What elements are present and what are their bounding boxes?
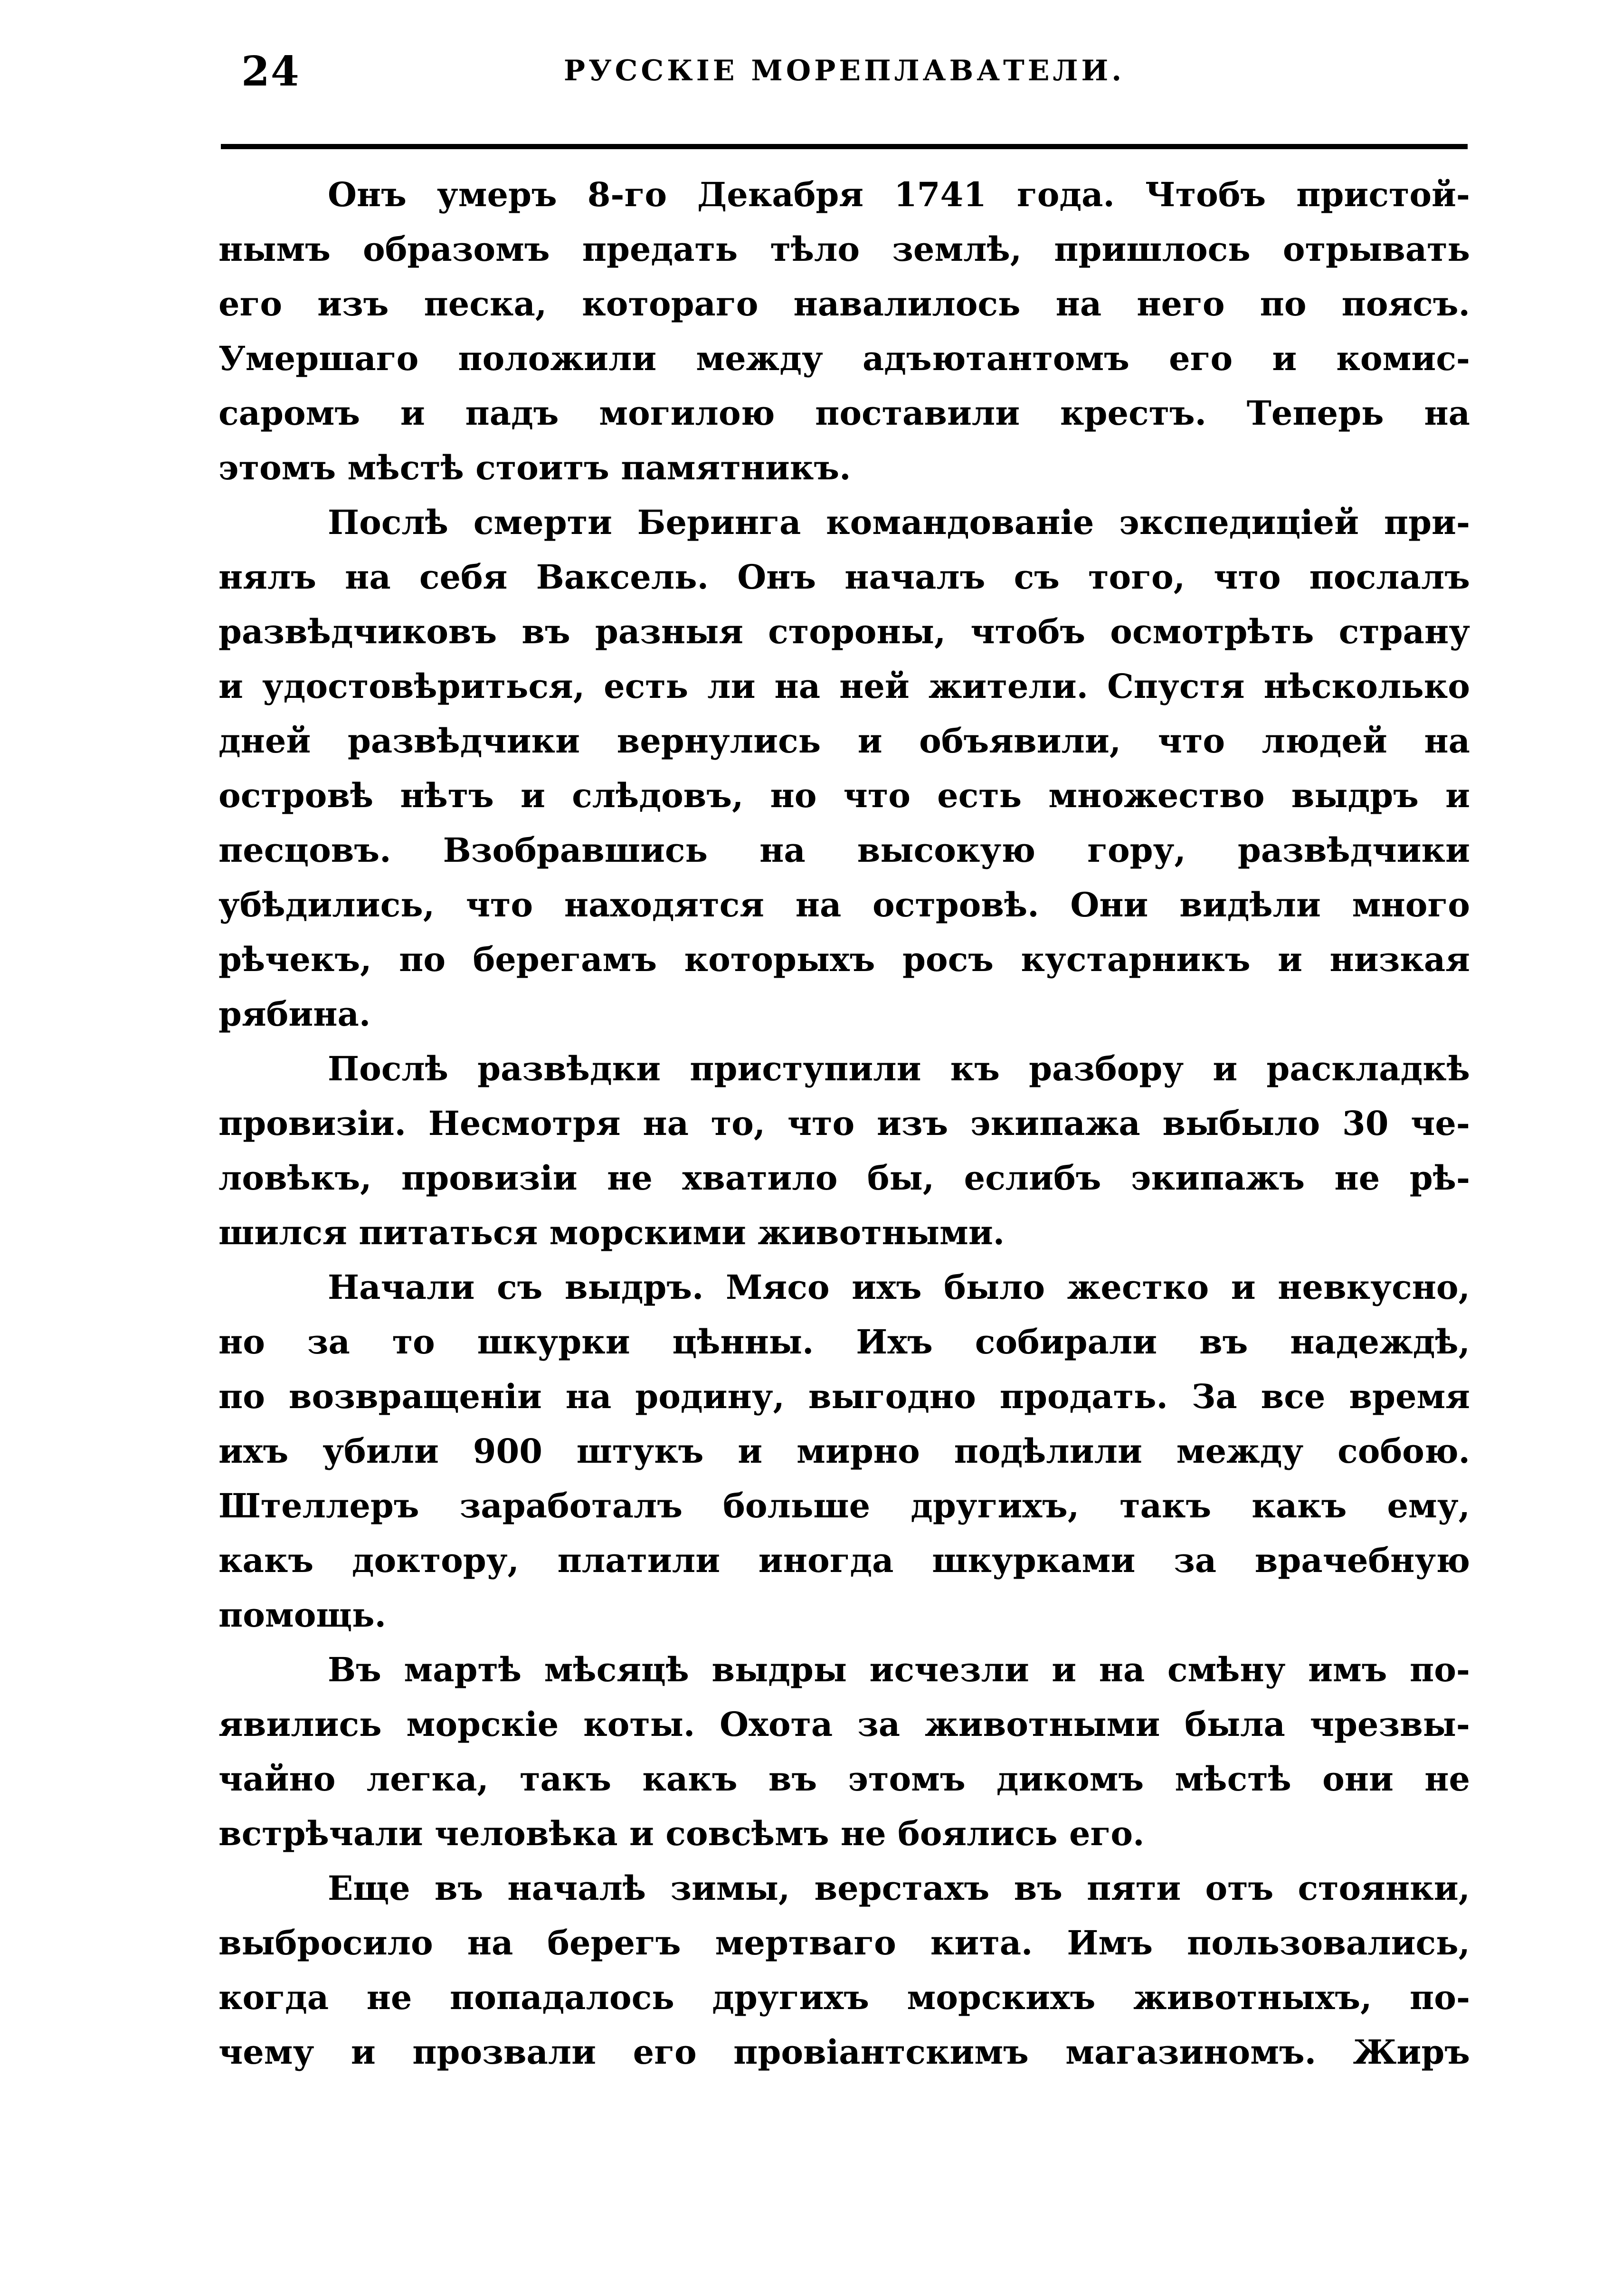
text-line: ихъ убили 900 штукъ и мирно подѣлили между собою. <box>218 1431 1470 1471</box>
text-line: Послѣ смерти Беринга командованіе экспедиціей при- <box>328 503 1470 542</box>
text-line: явились морскіе коты. Охота за животными была чрезвы- <box>218 1705 1470 1744</box>
text-line: Послѣ развѣдки приступили къ разбору и раскладкѣ <box>328 1049 1470 1088</box>
header-rule <box>221 144 1468 149</box>
text-line: помощь. <box>218 1595 387 1635</box>
text-line: островѣ нѣтъ и слѣдовъ, но что есть множество выдръ и <box>218 776 1470 815</box>
text-line: рѣчекъ, по берегамъ которыхъ росъ кустарникъ и низкая <box>218 940 1470 979</box>
text-line: когда не попадалось другихъ морскихъ животныхъ, по- <box>218 1978 1470 2017</box>
text-line: и удостовѣриться, есть ли на ней жители. Спустя нѣсколько <box>218 667 1470 706</box>
text-line: Еще въ началѣ зимы, верстахъ въ пяти отъ стоянки, <box>328 1868 1470 1908</box>
text-line: Начали съ выдръ. Мясо ихъ было жестко и невкусно, <box>328 1267 1470 1307</box>
text-line: его изъ песка, котораго навалилось на него по поясъ. <box>218 284 1470 324</box>
text-line: но за то шкурки цѣнны. Ихъ собирали въ надеждѣ, <box>218 1322 1470 1362</box>
text-line: Умершаго положили между адъютантомъ его и комис- <box>218 339 1470 378</box>
text-line: нымъ образомъ предать тѣло землѣ, пришлось отрывать <box>218 229 1470 269</box>
text-line: этомъ мѣстѣ стоитъ памятникъ. <box>218 448 851 487</box>
running-header: РУССКІЕ МОРЕПЛАВАТЕЛИ. <box>563 54 1125 87</box>
text-line: по возвращеніи на родину, выгодно продать. За все время <box>218 1377 1470 1416</box>
text-line: саромъ и падъ могилою поставили крестъ. Теперь на <box>218 393 1470 433</box>
text-line: песцовъ. Взобравшись на высокую гору, развѣдчики <box>218 830 1470 870</box>
text-line: шился питаться морскими животными. <box>218 1213 1005 1252</box>
text-line: чему и прозвали его провіантскимъ магазиномъ. Жиръ <box>218 2032 1470 2072</box>
text-block <box>218 167 1470 2079</box>
page-header <box>218 46 1470 107</box>
text-line: выбросило на берегъ мертваго кита. Имъ пользовались, <box>218 1923 1470 1963</box>
text-line: Штеллеръ заработалъ больше другихъ, такъ какъ ему, <box>218 1486 1470 1525</box>
text-line: какъ доктору, платили иногда шкурками за врачебную <box>218 1541 1470 1580</box>
text-line: Въ мартѣ мѣсяцѣ выдры исчезли и на смѣну имъ по- <box>328 1650 1470 1689</box>
text-line: убѣдились, что находятся на островѣ. Они видѣли много <box>218 885 1470 924</box>
text-line: нялъ на себя Ваксель. Онъ началъ съ того, что послалъ <box>218 557 1470 597</box>
text-line: встрѣчали человѣка и совсѣмъ не боялись его. <box>218 1814 1145 1853</box>
text-line: чайно легка, такъ какъ въ этомъ дикомъ мѣстѣ они не <box>218 1759 1470 1799</box>
text-line: рябина. <box>218 994 371 1034</box>
text-line: развѣдчиковъ въ разныя стороны, чтобъ осмотрѣть страну <box>218 612 1470 651</box>
text-line: провизіи. Несмотря на то, что изъ экипажа выбыло 30 че- <box>218 1104 1470 1143</box>
page-number: 24 <box>241 48 300 95</box>
text-line: ловѣкъ, провизіи не хватило бы, еслибъ экипажъ не рѣ- <box>218 1158 1470 1198</box>
text-line: Онъ умеръ 8-го Декабря 1741 года. Чтобъ пристой- <box>328 175 1470 214</box>
text-line: дней развѣдчики вернулись и объявили, что людей на <box>218 721 1470 761</box>
